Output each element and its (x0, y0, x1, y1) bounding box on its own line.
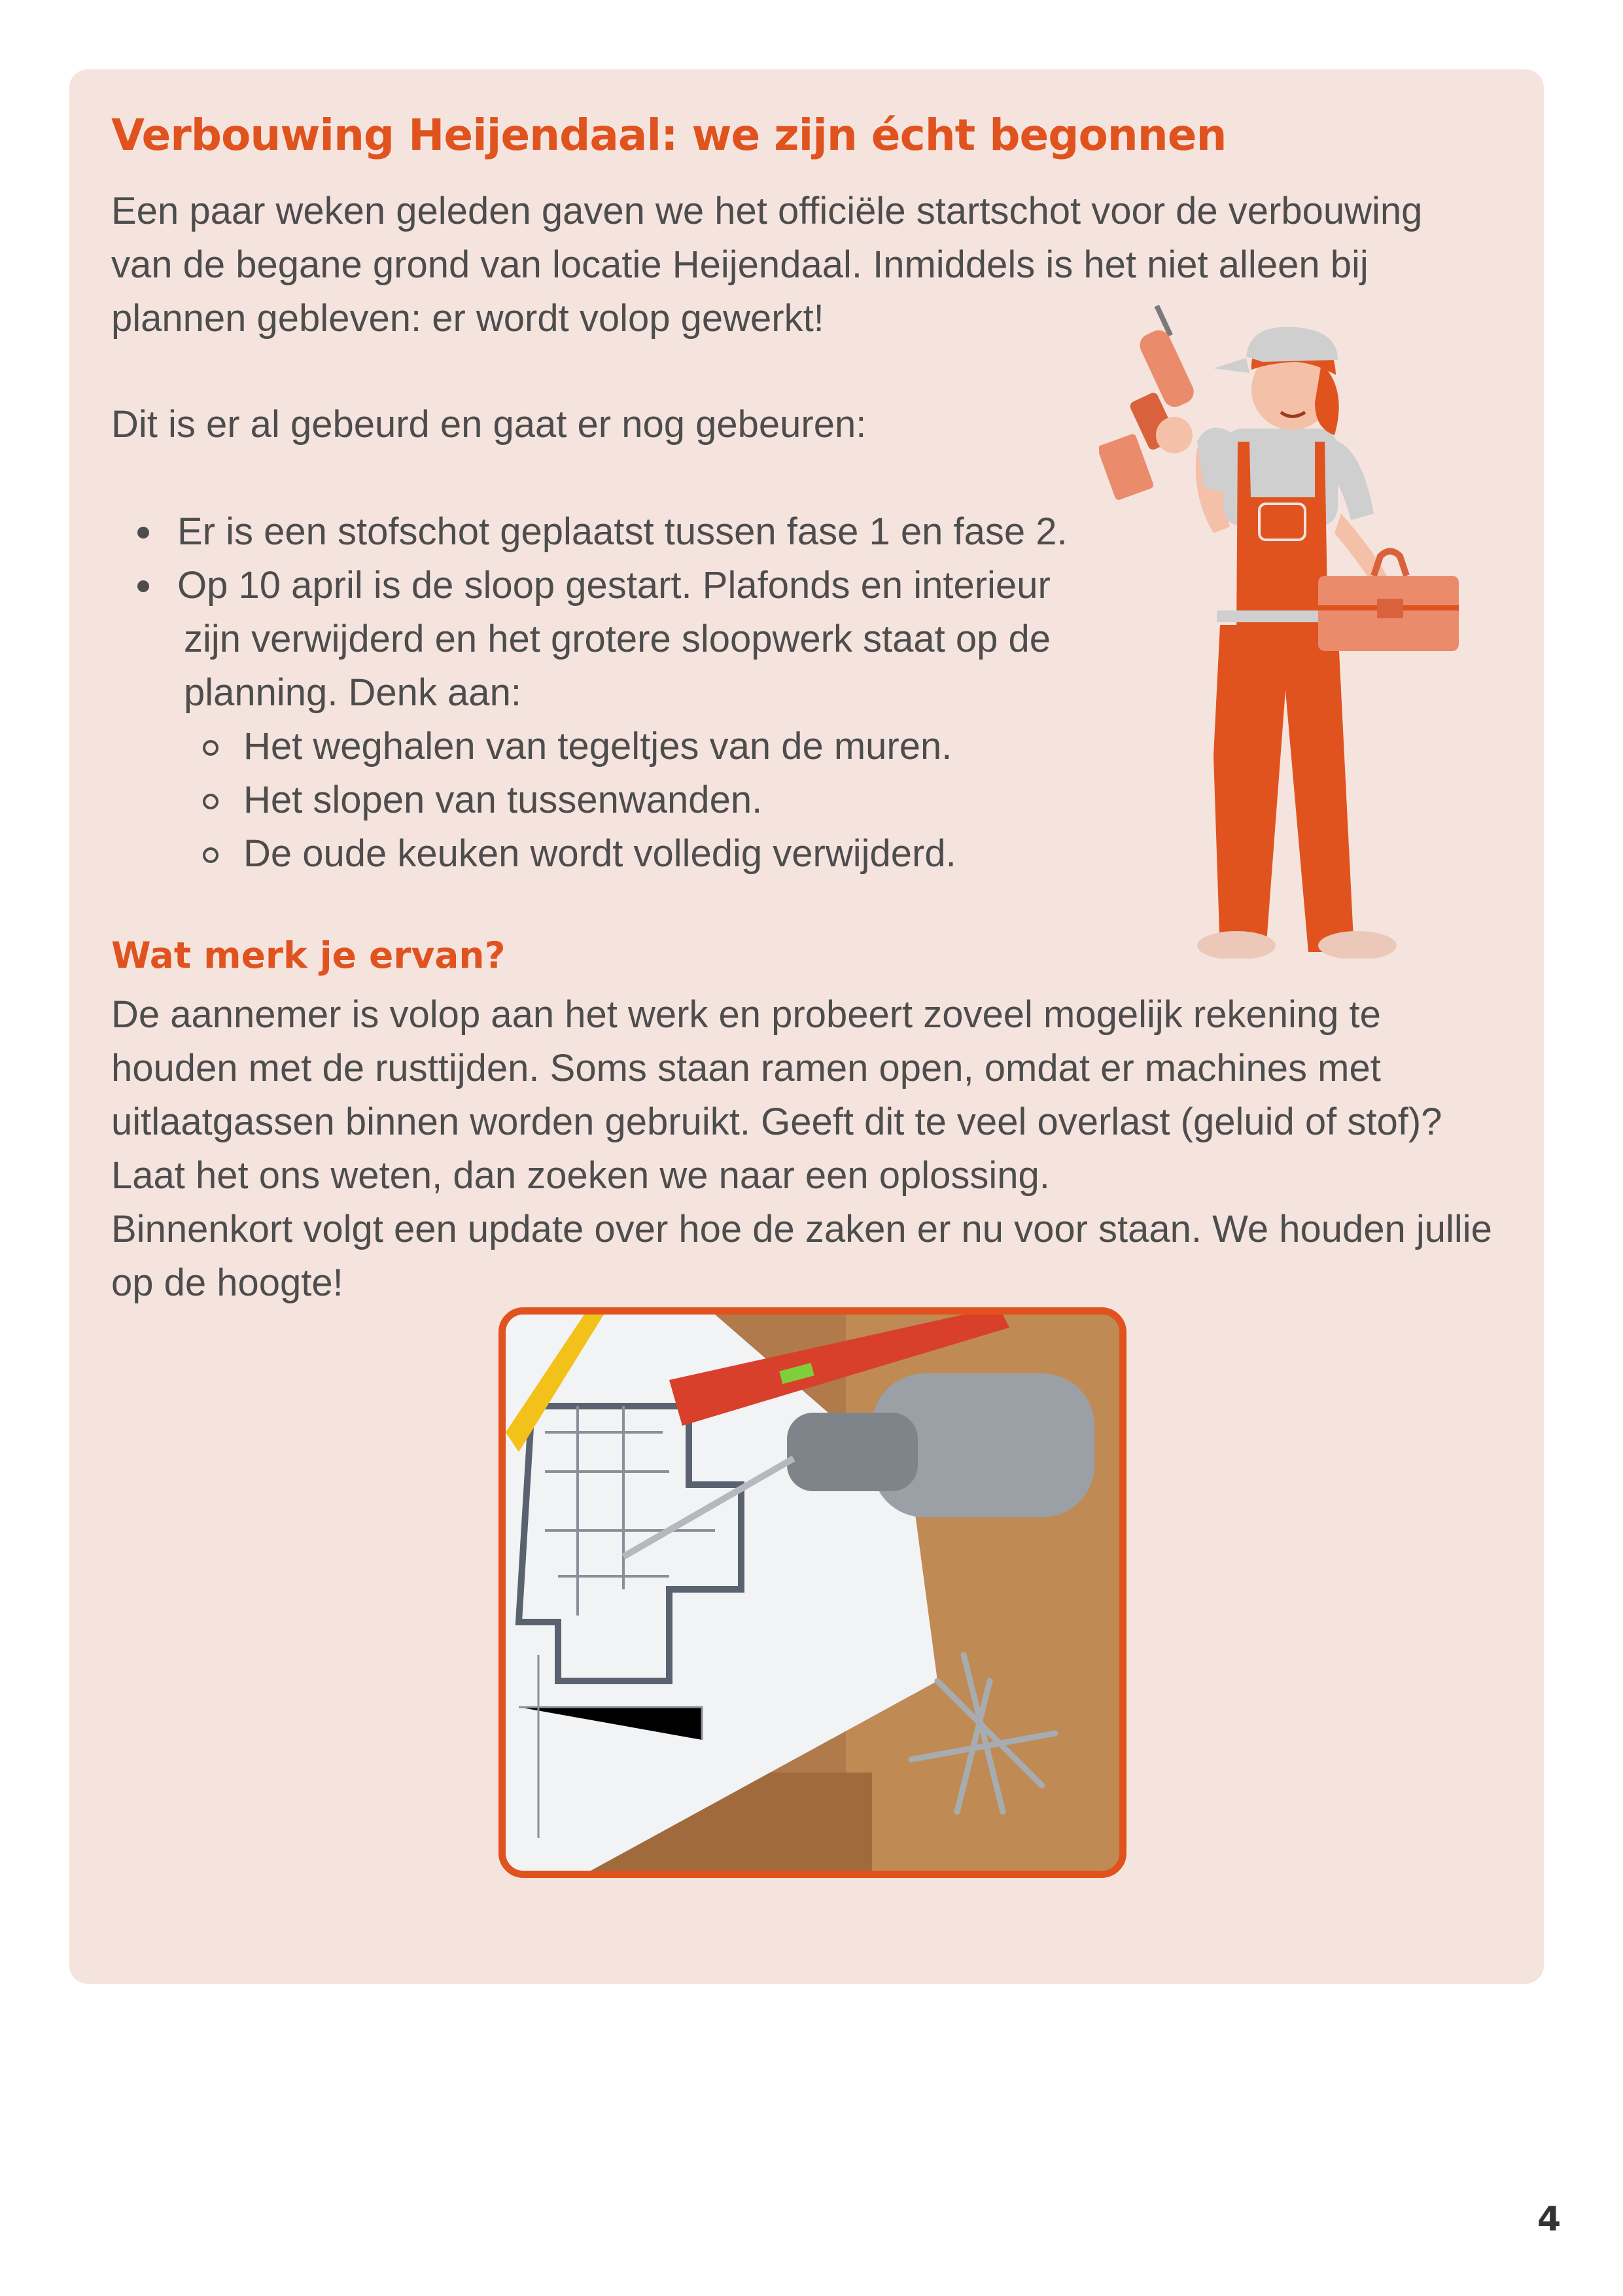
list-item-continuation: zijn verwijderd en het grotere sloopwerk staat op de planning. Denk aan: (184, 618, 1051, 714)
sub-list-item (111, 773, 1106, 827)
page-number: 4 (1537, 2200, 1562, 2239)
drill-icon (1099, 305, 1198, 501)
list-item (111, 559, 1106, 720)
list-item (111, 505, 1106, 559)
sub-list-item (111, 827, 1106, 881)
body-paragraph (111, 988, 1498, 1310)
subheading: Wat merk je ervan? (111, 934, 506, 976)
sub-list-item-text: Het slopen van tussenwanden. (243, 779, 763, 821)
sub-list-item (111, 720, 1106, 773)
list-item-text: Er is een stofschot geplaatst tussen fase 1 en fase 2. (177, 510, 1068, 553)
body-closing: Binnenkort volgt een update over hoe de zaken er nu voor staan. We houden jullie op de hoogte! (111, 1208, 1492, 1304)
construction-photo (498, 1307, 1126, 1878)
blueprint-drill-photo-icon (506, 1315, 1119, 1871)
toolbox-icon (1318, 552, 1459, 652)
lead-sentence: Dit is er al gebeurd en gaat er nog gebeuren: (111, 403, 867, 446)
worker-illustration (1099, 298, 1478, 959)
sub-list-item-text: Het weghalen van tegeltjes van de muren. (243, 725, 952, 768)
progress-list (111, 505, 1106, 881)
intro-paragraph: Een paar weken geleden gaven we het officiële startschot voor de verbouwing van de begane grond van locatie Heijendaal. Inmiddels is het niet alleen bij plannen gebleven: er wordt volop gewerkt! (111, 190, 1423, 340)
sub-list-item-text: De oude keuken wordt volledig verwijderd. (243, 832, 956, 875)
article-title: Verbouwing Heijendaal: we zijn écht begonnen (111, 110, 1227, 160)
body-text: De aannemer is volop aan het werk en probeert zoveel mogelijk rekening te houden met de rusttijden. Soms staan ramen open, omdat er machines met uitlaatgassen binnen worden gebruikt. Geeft dit te veel overlast (geluid of stof)? Laat het ons weten, dan zoeken we naar een oplossing. (111, 993, 1442, 1197)
list-item-text: Op 10 april is de sloop gestart. Plafonds en interieur (177, 564, 1051, 607)
